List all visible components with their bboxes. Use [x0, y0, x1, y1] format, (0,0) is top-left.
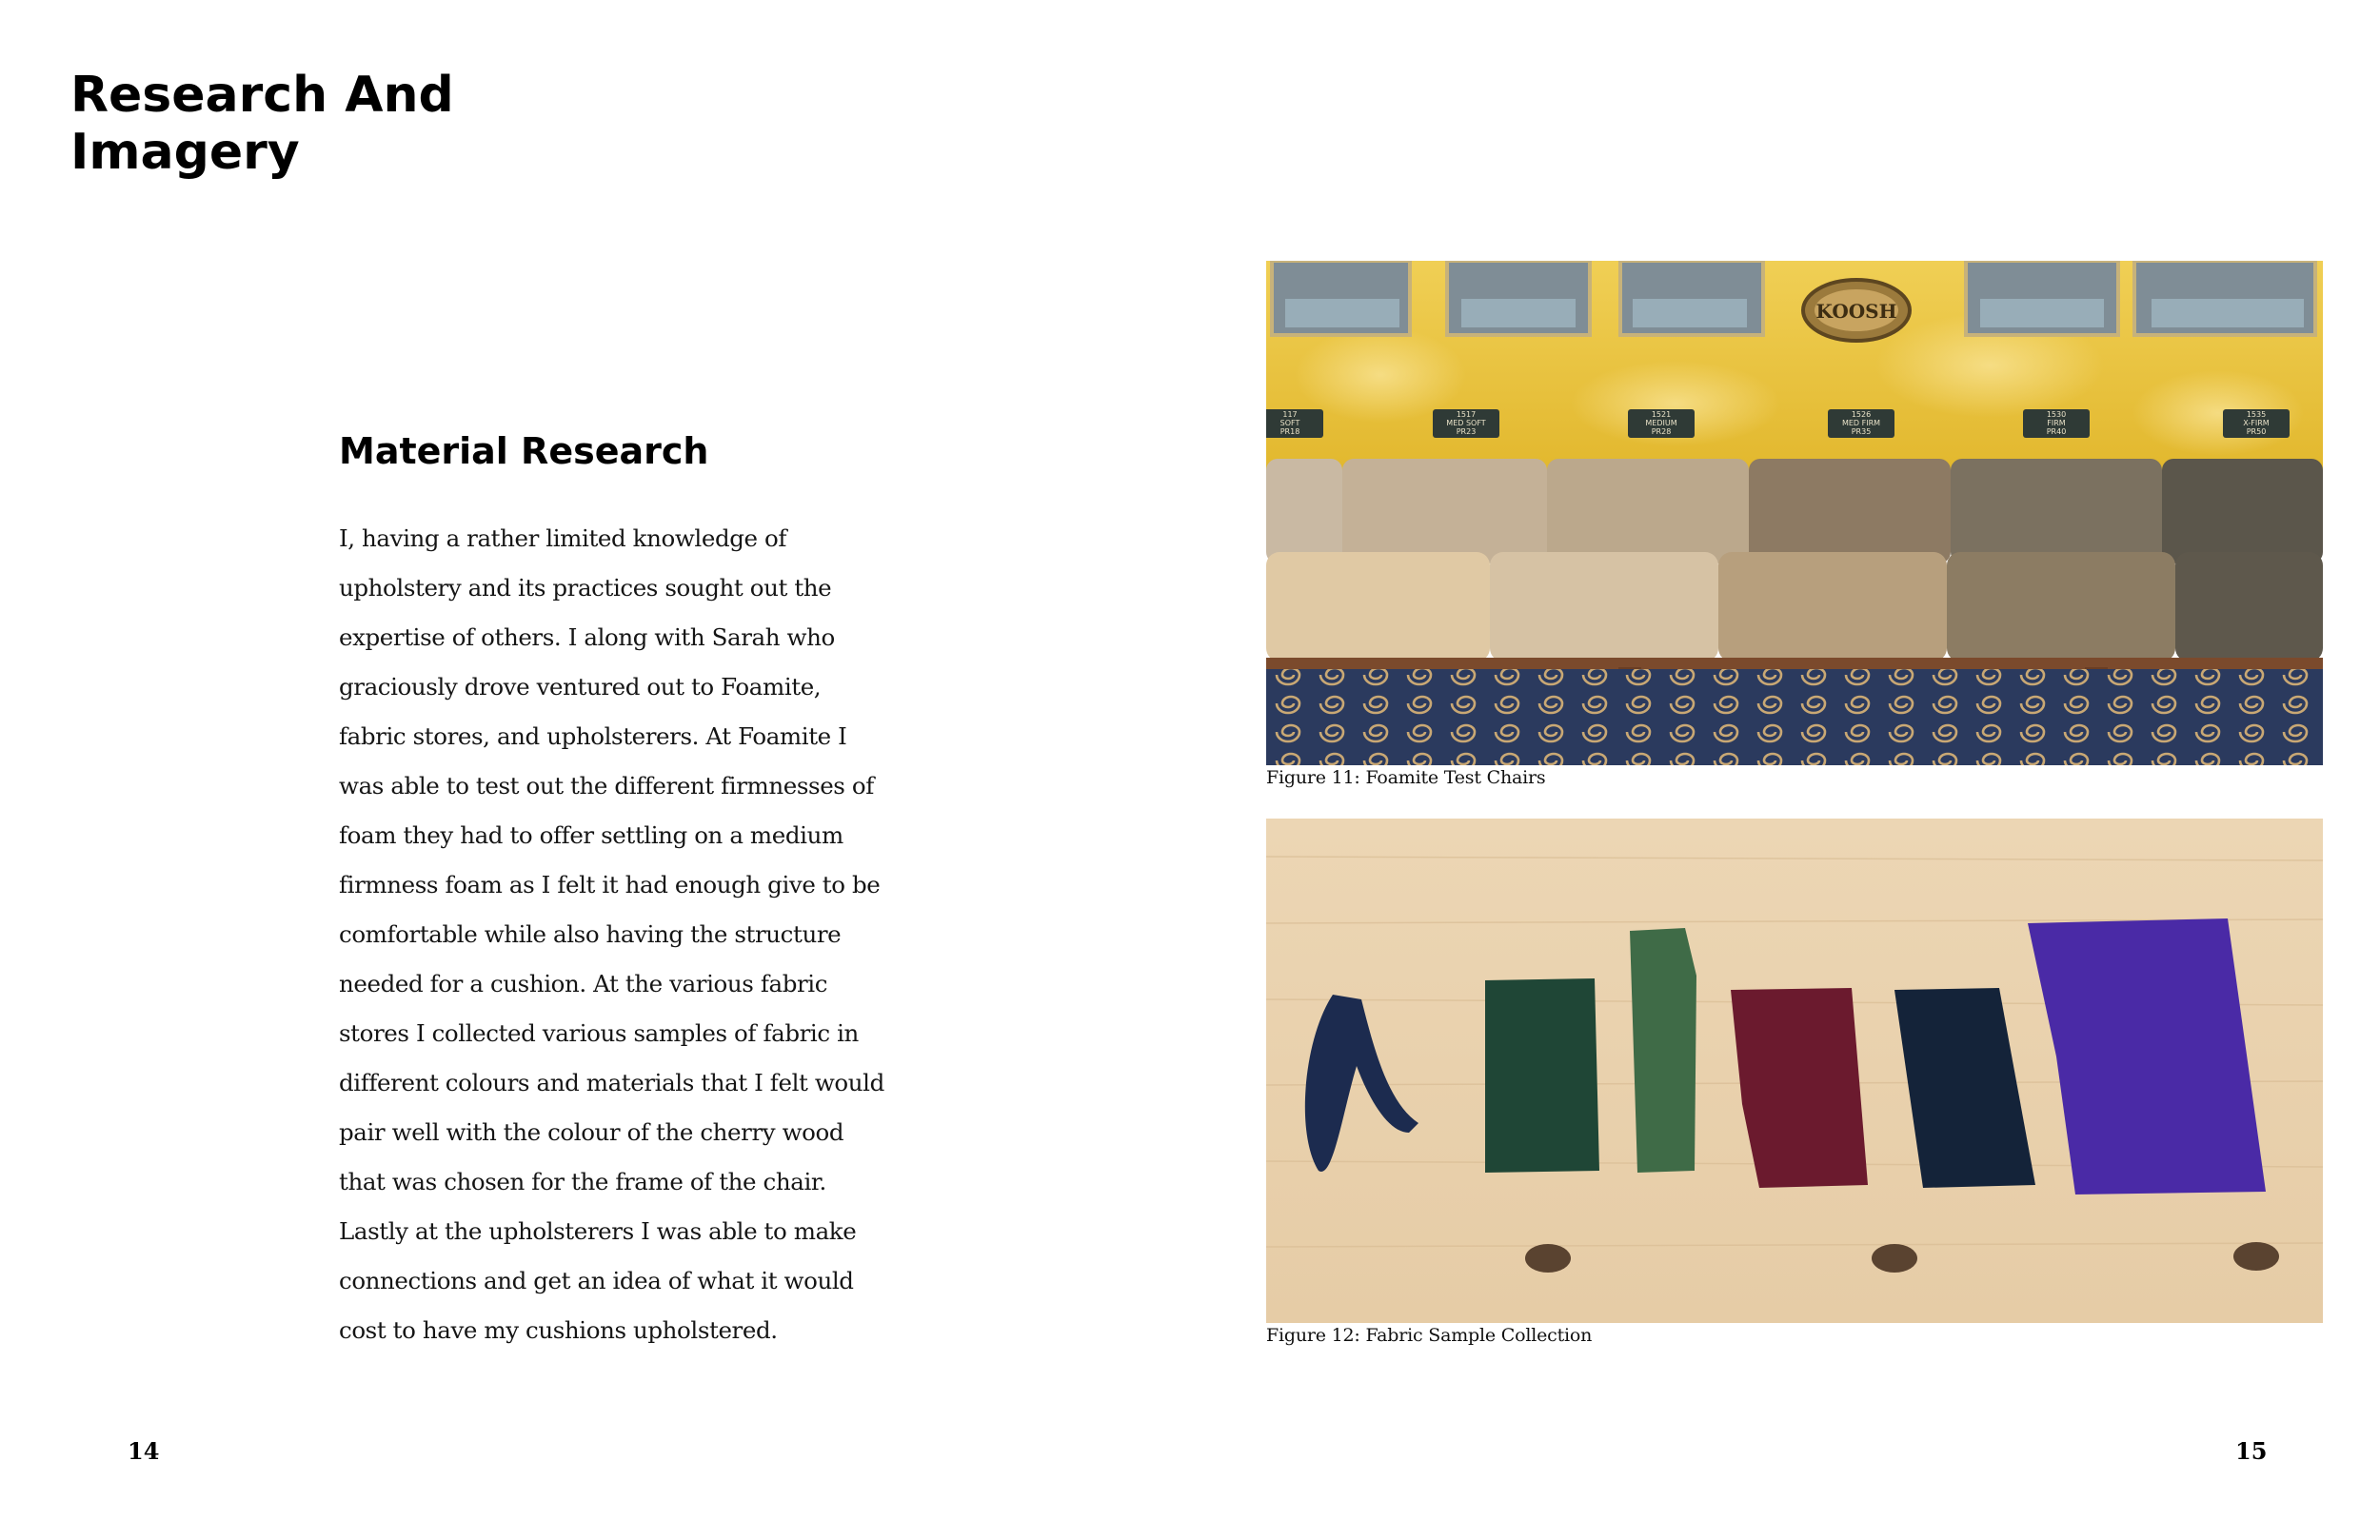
firmness-tag-text: MED FIRM	[1841, 419, 1881, 427]
firmness-tag-text: X-FIRM	[2243, 419, 2270, 427]
figure-foamite-test-chairs	[1266, 261, 2323, 788]
material-research-heading: Material Research	[339, 430, 709, 472]
firmness-tag-text: 1530	[2046, 410, 2067, 419]
firmness-tag-text: PR40	[2046, 427, 2067, 436]
page-number-left: 14	[128, 1437, 160, 1465]
firmness-tag-text: MEDIUM	[1645, 419, 1677, 427]
firmness-tag-text: 1521	[1651, 410, 1672, 419]
firmness-tag-text: PR28	[1651, 427, 1672, 436]
koosh-sign-text: KOOSH	[1815, 300, 1897, 323]
firmness-tag-text: SOFT	[1279, 419, 1300, 427]
foamite-chairs-photo	[1266, 261, 2323, 765]
firmness-tag-text: PR50	[2246, 427, 2267, 436]
figure-fabric-sample-collection	[1266, 819, 2323, 1346]
fabric-swatch-dark-green	[1485, 978, 1599, 1173]
firmness-tag-text: MED SOFT	[1446, 419, 1486, 427]
firmness-tag	[1628, 409, 1695, 438]
fabric-samples-photo	[1266, 819, 2323, 1323]
firmness-tag	[1433, 409, 1499, 438]
fabric-swatch-green	[1630, 928, 1696, 1173]
firmness-tag	[2023, 409, 2090, 438]
firmness-tag	[1828, 409, 1894, 438]
page-number-right: 15	[2235, 1437, 2268, 1465]
firmness-tag-text: PR23	[1456, 427, 1477, 436]
section-title: Research And Imagery	[70, 67, 454, 181]
firmness-tag	[1266, 409, 1323, 438]
figure-12-caption: Figure 12: Fabric Sample Collection	[1266, 1325, 1593, 1346]
firmness-tag-text: PR18	[1279, 427, 1300, 436]
firmness-tag-text: 1526	[1851, 410, 1872, 419]
firmness-tag-text: 1517	[1456, 410, 1477, 419]
figure-11-caption: Figure 11: Foamite Test Chairs	[1266, 767, 1546, 788]
material-research-paragraph: I, having a rather limited knowledge of upholstery and its practices sought out the expertise of others. I along with Sarah who graciously drove ventured out to Foamite, fabric stores, and upholsterers. At Foamite I was able to test out the different firmnesses of foam they had to offer settling on a medium firmness foam as I felt it had enough give to be comfortable while also having the structure needed for a cushion. At the various fabric stores I collected various samples of fabric in different colours and materials that I felt would pair well with the colour of the cherry wood that was chosen for the frame of the chair. Lastly at the upholsterers I was able to make connections and get an idea of what it would cost to have my cushions upholstered.	[339, 524, 884, 1344]
firmness-tag-text: FIRM	[2047, 419, 2066, 427]
firmness-tag	[2223, 409, 2290, 438]
firmness-tag-text: PR35	[1851, 427, 1872, 436]
firmness-tag-text: 117	[1282, 410, 1298, 419]
firmness-tag-text: 1535	[2246, 410, 2267, 419]
